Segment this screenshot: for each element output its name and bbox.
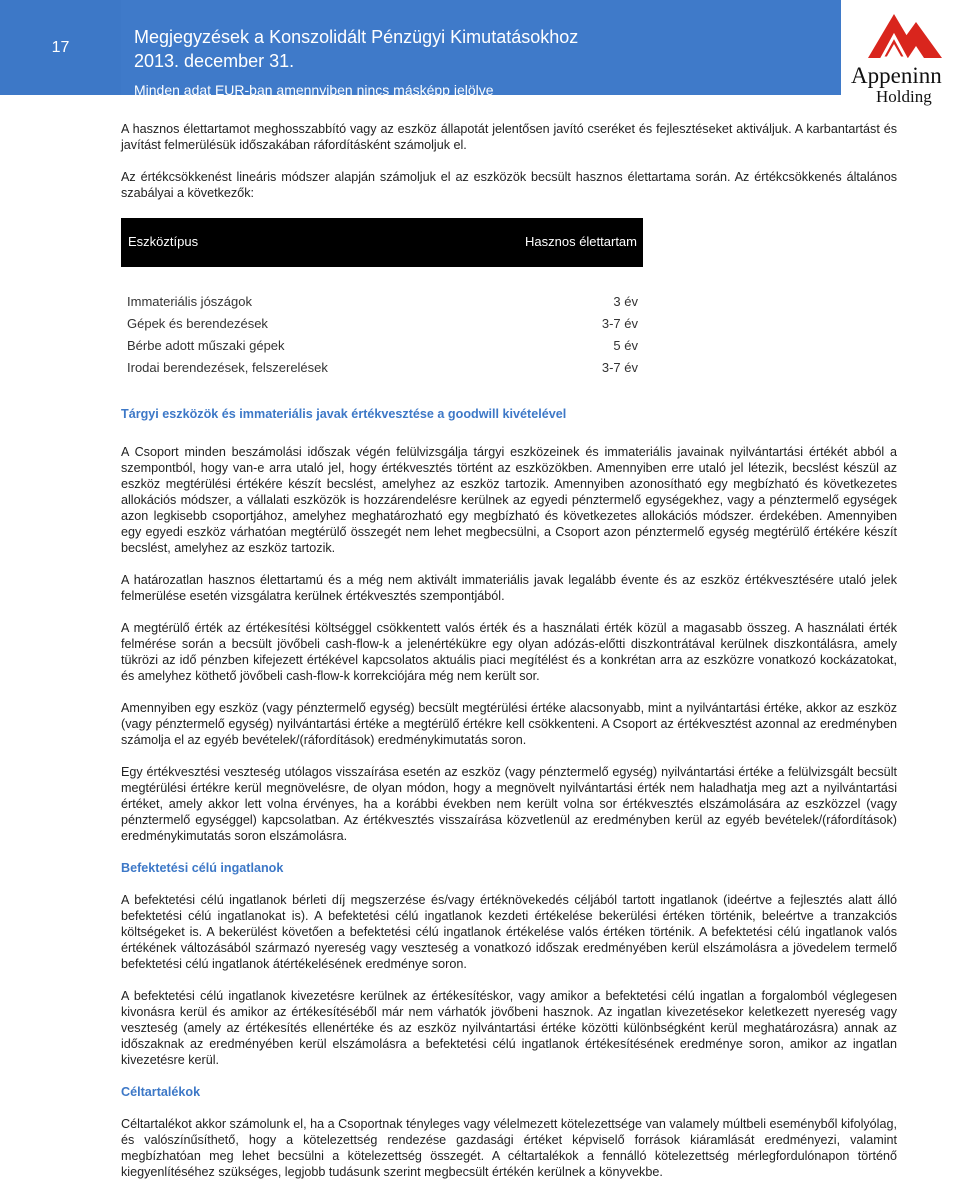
investment-property-heading: Befektetési célú ingatlanok [121,861,284,875]
impairment-paragraph-5: Egy értékvesztési veszteség utólagos visszaírása esetén az eszköz (vagy pénztermelő egység) nyilvántartási értéke a felülvizsgált becsült megtérülési értékre kerül megnövelésre, de olyan módon, hogy a megnövelt nyilvántartási érték nem haladhatja meg azt a nyilvántartási értéket, amely akkor lett volna érvényes, ha a korábbi években nem került volna sor értékvesztés elszámolására az eszközzel (vagy pénztermelő egységgel) kapcsolatban. Az értékvesztés visszaírása közvetlenül az eredményben kerül az egyéb bevételek/(ráfordítások) eredménykimutatás soron elszámolásra. [121,765,897,843]
column-header-asset-type: Eszköztípus [128,234,199,249]
impairment-paragraph-4: Amennyiben egy eszköz (vagy pénztermelő egység) becsült megtérülési értéke alacsonyabb, mint a nyilvántartási értéke, akkor az eszköz (vagy pénztermelő egység) nyilvántartási értéke a megtérülő értékre kell csökkenteni. A Csoport az értékvesztést azonnal az eredményben számolja el az egyéb bevételek/(ráfordítások) eredménykimutatás soron. [121,701,897,747]
useful-life-table-header [121,218,643,267]
intro-paragraph-2: Az értékcsökkenést lineáris módszer alapján számoljuk el az eszközök becsült hasznos élettartama során. Az értékcsökkenés általános szabályai a következők: [121,170,897,200]
asset-type-cell: Bérbe adott műszaki gépek [127,338,285,353]
investment-property-paragraph-2: A befektetési célú ingatlanok kivezetésre kerülnek az értékesítéskor, vagy amikor a befektetési célú ingatlan a forgalomból véglegesen kivonásra kerül és amikor az értékesítéséből már nem várhatók jövőbeni hasznok. Az ingatlan kivezetésekor keletkezett nyereség vagy veszteség (amely az értékesítés ellenértéke és az eszköz nyilvántartási értéke közötti különbségként kerül meghatározásra) annak az időszaknak az eredményében kerül elszámolásra a befektetési célú ingatlanok értékesítésének eredménye soron, amikor az ingatlan kivezetésre kerül. [121,989,897,1067]
page-header [0,0,960,97]
asset-type-cell: Irodai berendezések, felszerelések [127,360,328,375]
notes-body [121,444,897,1180]
useful-life-cell: 5 év [613,338,638,353]
logo-subtitle: Holding [876,87,932,106]
table-row [127,294,638,316]
table-row [127,316,638,338]
table-row [127,360,638,382]
impairment-paragraph-2: A határozatlan hasznos élettartamú és a még nem aktivált immateriális javak legalább évente és az eszköz értékvesztésére utaló jelek felmerülése esetén vizsgálatra kerülnek értékvesztés szempontjából. [121,573,897,603]
page-number: 17 [0,0,121,95]
intro-section [121,121,897,201]
useful-life-cell: 3-7 év [601,360,638,375]
provisions-paragraph-1: Céltartalékot akkor számolunk el, ha a Csoportnak tényleges vagy vélelmezett kötelezettsége van valamely múltbeli eseményből kifolyólag, és valószínűsíthető, hogy a kötelezettség rendezése gazdasági értéket képviselő források kiáramlását eredményezi, valamint megbízhatóan meg lehet becsülni a kötelezettség összegét. A céltartalékok a fennálló kötelezettség mérlegfordulónapon történő kiegyenlítéséhez szükséges, legjobb tudásunk szerint megbecsült értékén kerülnek a könyvekbe. [121,1117,897,1179]
document-subtitle: Minden adat EUR-ban amennyiben nincs másképp jelölve [134,82,494,98]
investment-property-paragraph-1: A befektetési célú ingatlanok bérleti díj megszerzése és/vagy értéknövekedés céljából tartott ingatlanok (ideértve a fejlesztés alatt álló befektetési célú ingatlanokat is). A befektetési célú ingatlanok kezdeti értékelése bekerülési értéken történik, beleértve a tranzakciós költségeket is. A bekerülést követően a befektetési célú ingatlanok értékelése valós értéken történik. A befektetési célú ingatlanok valós értékének változásából származó nyereség vagy veszteség a vonatkozó időszak eredményében kerül elszámolásra a jövedelem termelő befektetési célú ingatlanok átértékelésének eredménye soron. [121,893,897,971]
useful-life-cell: 3 év [613,294,638,309]
intro-paragraph-1: A hasznos élettartamot meghosszabbító vagy az eszköz állapotát jelentősen javító cseréket és fejlesztéseket aktiváljuk. A karbantartást és javítást felmerülésük időszakában ráfordításként számoljuk el. [121,122,897,152]
table-row [127,338,638,360]
useful-life-cell: 3-7 év [601,316,638,331]
provisions-heading: Céltartalékok [121,1085,201,1099]
impairment-heading: Tárgyi eszközök és immateriális javak értékvesztése a goodwill kivételével [121,407,567,421]
logo-name: Appeninn [851,63,942,88]
impairment-paragraph-3: A megtérülő érték az értékesítési költséggel csökkentett valós érték és a használati érték közül a magasabb összeg. A használati érték felmérése során a becsült jövőbeli cash-flow-k a jelenértékükre egy olyan adózás-előtti diszkontrátával kerülnek diszkontálásra, amely tükrözi az idő pénzben kifejezett értékével kapcsolatos aktuális piaci megítélést és a konkrétan arra az eszközre vonatkozó kockázatokat, és amelyhez köthető jövőbeli cash-flow-k korrekciójára még nem került sor. [121,621,897,683]
impairment-paragraph-1: A Csoport minden beszámolási időszak végén felülvizsgálja tárgyi eszközeinek és immateriális javainak nyilvántartási értékét abból a szempontból, hogy van-e arra utaló jel, hogy értékvesztés történt az eszközökben. Amennyiben erre utaló jel létezik, becslést készül az eszköz megtérülési értékére készít becslést, amelyhez az eszköz tartozik. Amennyiben azonosítható egy megbízható és következetes allokációs módszer, a vállalati eszközök is hozzárendelésre kerülnek az egyedi pénztermelő egységekhez, vagy a pénztermelő egységek azon legkisebb csoportjához, amelyhez meghatározható egy megbízható és következetes allokációs módszer. érdekében. Amennyiben egy egyedi eszköz várhatóan megtérülő összegét nem lehet megbecsülni, a Csoport azon pénztermelő egység megtérülő értékére készít becslést, amelyhez az eszköz tartozik. [121,445,897,555]
asset-type-cell: Gépek és berendezések [127,316,268,331]
document-title: Megjegyzések a Konszolidált Pénzügyi Kimutatásokhoz [134,27,579,47]
useful-life-table-body [127,294,638,382]
asset-type-cell: Immateriális jószágok [127,294,252,309]
column-header-useful-life: Hasznos élettartam [525,234,637,249]
document-date: 2013. december 31. [134,51,295,71]
